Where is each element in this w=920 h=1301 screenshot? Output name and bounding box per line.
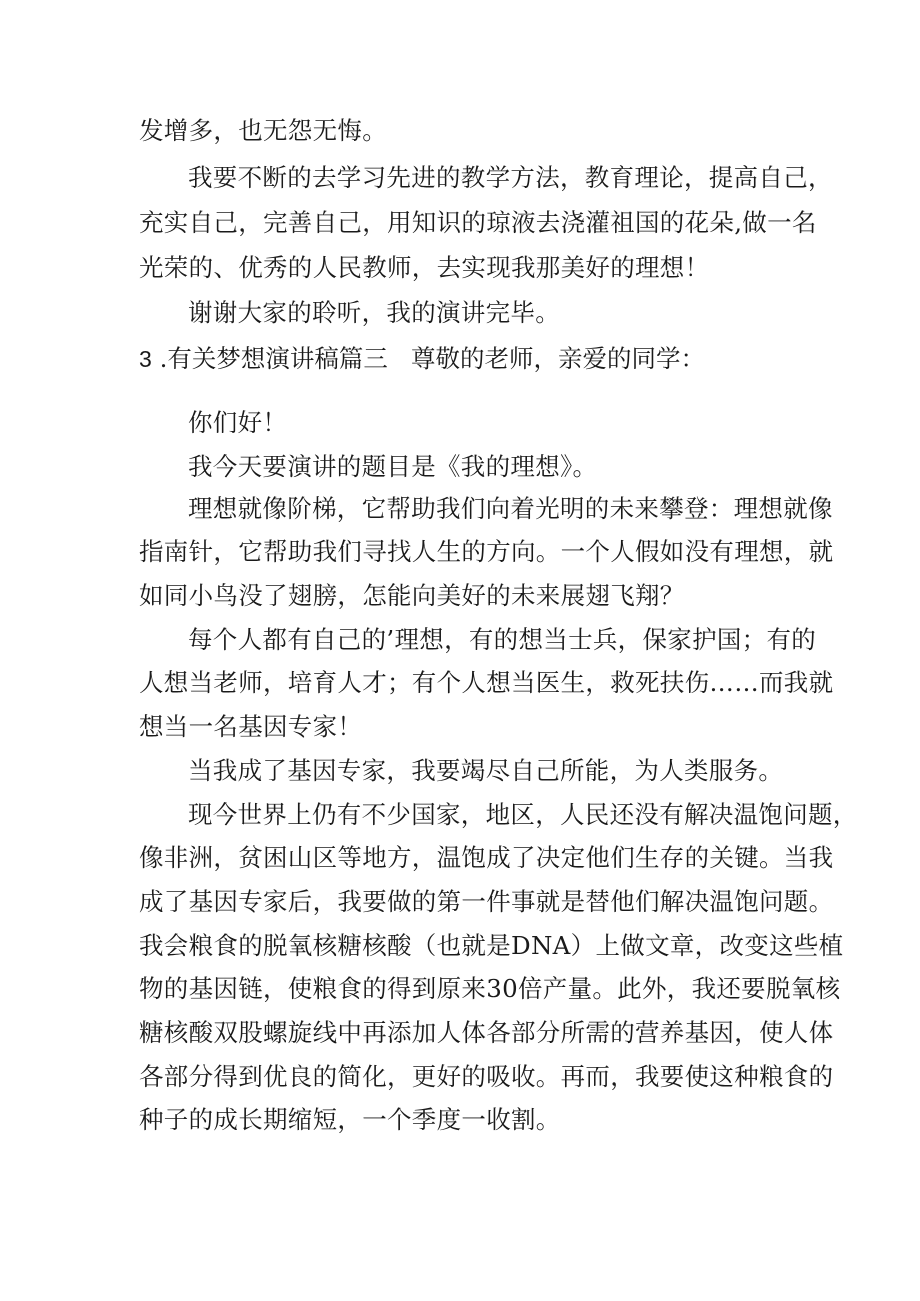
- text-line: 当我成了基因专家，我要竭尽自己所能，为人类服务。: [188, 756, 784, 785]
- text-line: 如同小鸟没了翅膀，怎能向美好的未来展翅飞翔？: [139, 581, 685, 610]
- text-line: 种子的成长期缩短，一个季度一收割。: [139, 1105, 561, 1134]
- text-line: 人想当老师，培育人才；有个人想当医生，救死扶伤……而我就: [139, 668, 834, 697]
- text-line: 各部分得到优良的简化，更好的吸收。再而，我要使这种粮食的: [139, 1062, 834, 1091]
- section-number: 3: [139, 346, 152, 372]
- text-line: 每个人都有自己的’理想，有的想当士兵，保家护国；有的: [188, 625, 817, 654]
- text-line: 像非洲，贫困山区等地方，温饱成了决定他们生存的关键。当我: [139, 843, 834, 872]
- text-line: 指南针，它帮助我们寻找人生的方向。一个人假如没有理想，就: [139, 537, 834, 566]
- text-line: 糖核酸双股螺旋线中再添加人体各部分所需的营养基因，使人体: [139, 1018, 834, 1047]
- text-line: 物的基因链，使粮食的得到原来30倍产量。此外，我还要脱氧核: [139, 974, 841, 1003]
- section-title: .有关梦想演讲稿篇三: [159, 344, 388, 373]
- text-line: 充实自己，完善自己，用知识的琼液去浇灌祖国的花朵,做一名: [139, 208, 817, 237]
- text-line: 光荣的、优秀的人民教师，去实现我那美好的理想！: [139, 253, 710, 282]
- text-line: 发增多，也无怨无悔。: [139, 116, 387, 145]
- text-line: 我会粮食的脱氧核糖核酸（也就是DNA）上做文章，改变这些植: [139, 931, 844, 960]
- salutation: 尊敬的老师，亲爱的同学：: [411, 344, 705, 373]
- text-line: 想当一名基因专家！: [139, 712, 363, 741]
- text-line: 我今天要演讲的题目是《我的理想》。: [188, 452, 598, 481]
- text-line: 理想就像阶梯，它帮助我们向着光明的未来攀登：理想就像: [188, 494, 833, 523]
- text-line: 你们好！: [188, 408, 288, 437]
- section-heading: [139, 343, 705, 375]
- text-line: 现今世界上仍有不少国家，地区，人民还没有解决温饱问题，: [188, 800, 858, 829]
- text-line: 谢谢大家的聆听，我的演讲完毕。: [188, 298, 560, 327]
- text-line: 成了基因专家后，我要做的第一件事就是替他们解决温饱问题。: [139, 887, 834, 916]
- text-line: 我要不断的去学习先进的教学方法，教育理论，提高自己，: [188, 163, 833, 192]
